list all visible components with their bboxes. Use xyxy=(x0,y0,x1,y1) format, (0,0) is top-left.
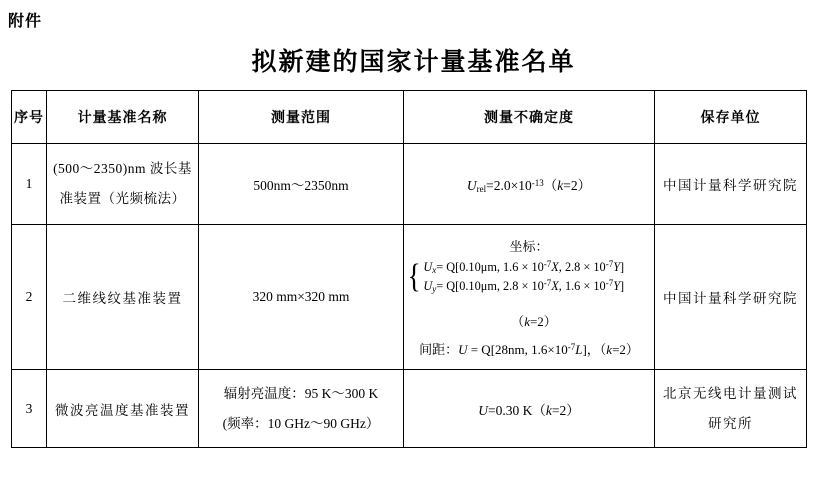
col-header-unit: 保存单位 xyxy=(655,91,807,144)
row1-uncertainty: $U_{rel}=2.0\times 10^{-13}(k=2)$ xyxy=(404,144,655,225)
col-header-uncertainty: 测量不确定度 xyxy=(404,91,655,144)
row1-range: 500nm～2350nm xyxy=(199,144,404,225)
row3-name: 微波亮温度基准装置 xyxy=(47,370,199,448)
row2-uncertainty xyxy=(404,225,655,370)
row3-range-line2: (频率：10 GHz～90 GHz） xyxy=(222,415,380,431)
row3-range-line1: 辐射亮温度：95 K～300 K xyxy=(223,385,379,401)
row3-unit-line2: 研究所 xyxy=(708,415,753,431)
page-title: 拟新建的国家计量基准名单 xyxy=(251,49,576,76)
row2-range: 320 mm×320 mm xyxy=(199,225,404,370)
table-row xyxy=(12,225,807,370)
row1-name: (500～2350)nm 波长基准装置（光频梳法） xyxy=(47,144,199,225)
table-header-row xyxy=(12,91,807,144)
table-row xyxy=(12,144,807,225)
col-header-no: 序号 xyxy=(12,91,47,144)
row3-unit xyxy=(655,370,807,448)
row2-unit: 中国计量科学研究院 xyxy=(655,225,807,370)
row3-range xyxy=(199,370,404,448)
formula-uy: $U_y= Q[0.10\mu m$, $2.8 \times 10^{-7}X$, $1.6 \times 10^{-7}Y$] xyxy=(423,278,625,294)
row2-name: 二维线纹基准装置 xyxy=(47,225,199,370)
coordinate-formula-group xyxy=(406,258,652,296)
formula-lines xyxy=(423,258,624,296)
attachment-label: 附件 xyxy=(8,13,43,30)
row1-unit: 中国计量科学研究院 xyxy=(655,144,807,225)
coordinate-label: 坐标： xyxy=(509,239,549,254)
col-header-name: 计量基准名称 xyxy=(47,91,199,144)
row3-unit-line1: 北京无线电计量测试 xyxy=(663,385,798,401)
standards-table xyxy=(11,90,807,448)
row3-no: 3 xyxy=(12,370,47,448)
row3-uncertainty: U=0.30 K（k=2） xyxy=(404,370,655,448)
row2-no: 2 xyxy=(12,225,47,370)
left-brace: { xyxy=(407,258,421,295)
row1-no: 1 xyxy=(12,144,47,225)
col-header-range: 测量范围 xyxy=(199,91,404,144)
table-row xyxy=(12,370,807,448)
coverage-factor: （k=2） xyxy=(511,314,557,329)
formula-ux: $U_x= Q[0.10\mu m$, $1.6 \times 10^{-7}X$, $2.8 \times 10^{-7}Y$] xyxy=(423,259,625,275)
spacing-formula: 间距：U = Q[28nm, $1.6\times 10^{-7}L$]，（k=2） xyxy=(419,342,639,357)
